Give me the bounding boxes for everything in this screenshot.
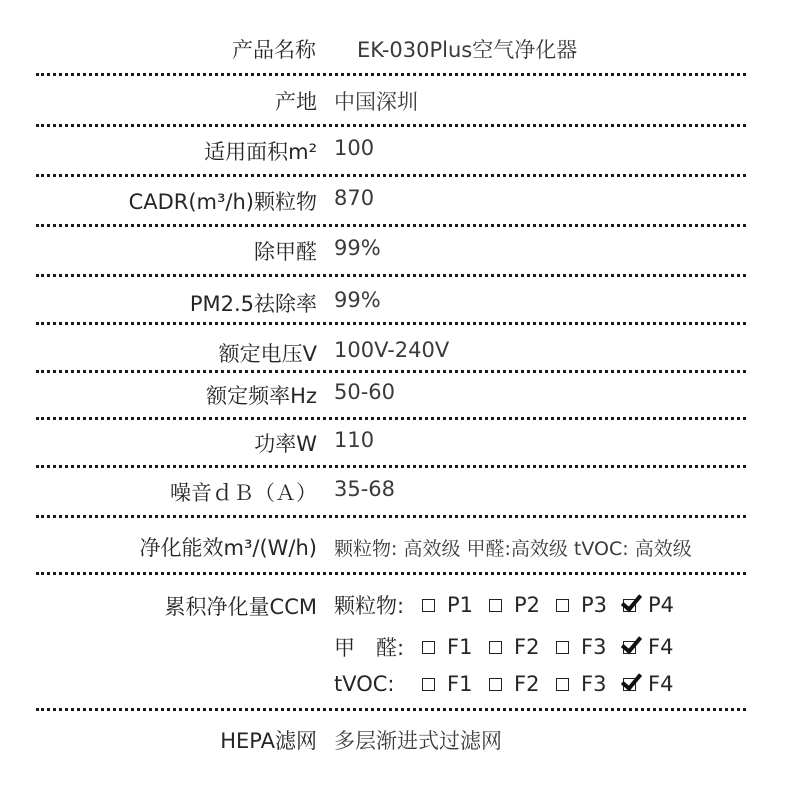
spec-label-frequency: 额定频率Hz — [206, 384, 317, 408]
ccm-line-formaldehyde — [334, 632, 684, 662]
ccm-option: F2 — [514, 672, 540, 696]
row-divider — [36, 465, 746, 468]
spec-value-origin: 中国深圳 — [334, 90, 418, 114]
checkbox-icon — [556, 641, 569, 654]
checkbox-checked-icon — [623, 641, 636, 654]
spec-label-origin: 产地 — [275, 90, 317, 114]
spec-label-formaldehyde: 除甲醛 — [254, 240, 317, 264]
row-divider — [36, 322, 746, 325]
ccm-category: 甲 醛: — [334, 636, 405, 660]
ccm-category: 颗粒物: — [334, 594, 405, 618]
ccm-option: F1 — [447, 672, 473, 696]
spec-value-product-name: EK-030Plus空气净化器 — [357, 38, 578, 62]
ccm-option: P2 — [514, 593, 541, 617]
spec-value-area: 100 — [334, 136, 375, 160]
checkbox-icon — [422, 599, 435, 612]
spec-label-efficiency: 净化能效m³/(W/h) — [139, 536, 317, 560]
ccm-option: P1 — [447, 593, 474, 617]
ccm-option-selected: P4 — [648, 593, 675, 617]
spec-label-cadr: CADR(m³/h)颗粒物 — [128, 190, 317, 214]
spec-value-cadr: 870 — [334, 186, 375, 210]
ccm-option: F3 — [581, 635, 607, 659]
checkbox-icon — [556, 599, 569, 612]
ccm-line-tvoc — [334, 672, 684, 696]
row-divider — [36, 515, 746, 518]
spec-value-voltage: 100V-240V — [334, 338, 450, 362]
ccm-option: F1 — [447, 635, 473, 659]
ccm-option: F3 — [581, 672, 607, 696]
row-divider — [36, 224, 746, 227]
spec-value-efficiency: 颗粒物: 高效级 甲醛:高效级 tVOC: 高效级 — [334, 538, 692, 560]
row-divider — [36, 174, 746, 177]
row-divider — [36, 124, 746, 127]
checkbox-checked-icon — [623, 678, 636, 691]
ccm-option: P3 — [581, 593, 608, 617]
spec-value-pm25: 99% — [334, 288, 381, 312]
ccm-option-selected: F4 — [648, 672, 674, 696]
checkbox-icon — [489, 599, 502, 612]
ccm-category: tVOC: — [334, 672, 395, 696]
checkbox-icon — [556, 678, 569, 691]
spec-value-formaldehyde: 99% — [334, 236, 381, 260]
checkbox-icon — [489, 641, 502, 654]
ccm-option-selected: F4 — [648, 635, 674, 659]
spec-label-noise: 噪音ｄＢ（Ａ） — [170, 481, 317, 505]
ccm-option: F2 — [514, 635, 540, 659]
row-divider — [36, 708, 746, 711]
spec-value-noise: 35-68 — [334, 477, 396, 501]
spec-label-area: 适用面积m² — [204, 140, 317, 164]
row-divider — [36, 73, 746, 76]
checkbox-icon — [489, 678, 502, 691]
checkbox-icon — [422, 641, 435, 654]
spec-value-hepa: 多层渐进式过滤网 — [334, 729, 502, 753]
spec-label-ccm: 累积净化量CCM — [164, 595, 317, 619]
spec-label-product-name: 产品名称 — [232, 38, 316, 62]
ccm-line-particles — [334, 590, 684, 620]
spec-value-power: 110 — [334, 428, 375, 452]
row-divider — [36, 370, 746, 373]
row-divider — [36, 572, 746, 575]
spec-value-frequency: 50-60 — [334, 380, 396, 404]
spec-label-voltage: 额定电压V — [218, 342, 317, 366]
spec-label-power: 功率W — [254, 432, 317, 456]
checkbox-icon — [422, 678, 435, 691]
spec-label-pm25: PM2.5祛除率 — [189, 292, 317, 316]
checkbox-checked-icon — [623, 599, 636, 612]
spec-label-hepa: HEPA滤网 — [220, 729, 317, 753]
row-divider — [36, 417, 746, 420]
row-divider — [36, 274, 746, 277]
